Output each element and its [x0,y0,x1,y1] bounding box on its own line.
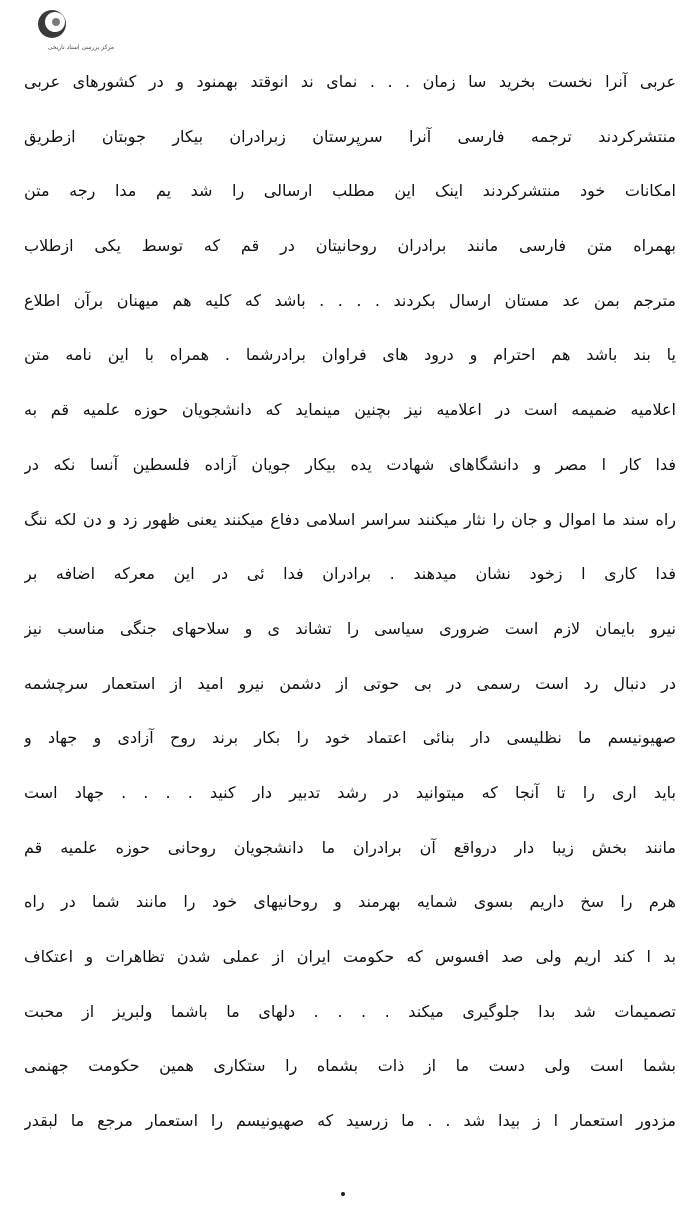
page-dot-mark [341,1192,345,1196]
text-line: اعلامیه ضمیمه است در اعلامیه نیز بچنین مینماید که دانشجویان حوزه علمیه قم به [24,400,676,420]
text-line: نیرو بایمان لازم است ضروری سیاسی را تشاند ی و سلاحهای جنگی مناسب نیز [24,618,676,638]
archive-logo [14,8,114,56]
logo-text: مرکز بررسی اسناد تاریخی [47,44,114,51]
text-line: مزدور استعمار ا ز بیدا شد . . ما زرسید که صهیونیسم را استعمار مرجع ما لبقدر [24,1111,676,1131]
text-line: یا بند باشد هم احترام و درود های فراوان برادرشما . همراه با این نامه متن [24,345,676,365]
text-line: باید اری را تا آنجا که میتوانید در رشد تدبیر دار کنید . . . . جهاد است [24,782,676,802]
text-line: بد ا کند اریم ولی صد افسوس که حکومت ایران از عملی شدن تظاهرات و اعتکاف [24,947,676,966]
crescent-logo-icon [36,8,68,40]
letter-body [24,62,676,1156]
text-line: عربی آنرا نخست بخرید سا زمان . . . نمای ند انوقتد بهمنود و در کشورهای عربی [24,72,676,91]
text-line: صهیونیسم ما نظلیسی دار بنائی اعتماد خود را بکار برند روح آزادی و جهاد و [24,728,676,748]
text-line: تصمیمات شد بدا جلوگیری میکند . . . . دلهای ما باشما ولبریز از محبت [24,1001,676,1021]
text-line: بهمراه متن فارسی مانند برادران روحانیتان در قم که توسط یکی ازطلاب [24,236,676,256]
text-line: منتشرکردند ترجمه فارسی آنرا سرپرستان زبرادران بیکار جوبتان ازطریق [24,126,676,146]
text-line: امکانات خود منتشرکردند اینک این مطلب ارسالی را شد یم مدا رجه متن [24,181,676,201]
text-line: فدا کار ا مصر و دانشگاهای شهادت یده بیکار جویان آزاده فلسطین آنسا نکه در [24,454,676,474]
text-line: راه سند ما اموال و جان را نثار میکنند سراسر اسلامی دفاع میکنند یعنی ظهور زد و دن لکه ننگ [24,509,676,529]
text-line: در دنبال رد است رسمی در بی حوتی از دشمن نیرو امید از استعمار سرچشمه [24,673,676,693]
text-line: بشما است ولی دست ما از ذات بشماه را ستکاری همین حکومت جهنمی [24,1056,676,1076]
text-line: مترجم بمن عد مستان ارسال بکردند . . . . باشد که کلیه هم میهنان برآن اطلاع [24,290,676,310]
text-line: مانند بخش زیبا دار درواقع آن برادران ما دانشجویان روحانی حوزه علمیه قم [24,837,676,857]
text-line: هرم را سخ داریم بسوی شمایه بهرمند و روحانیهای خود را مانند شما در راه [24,892,676,912]
text-line: فدا کاری ا زخود نشان میدهند . برادران فدا ئی در این معرکه اضافه بر [24,564,676,584]
